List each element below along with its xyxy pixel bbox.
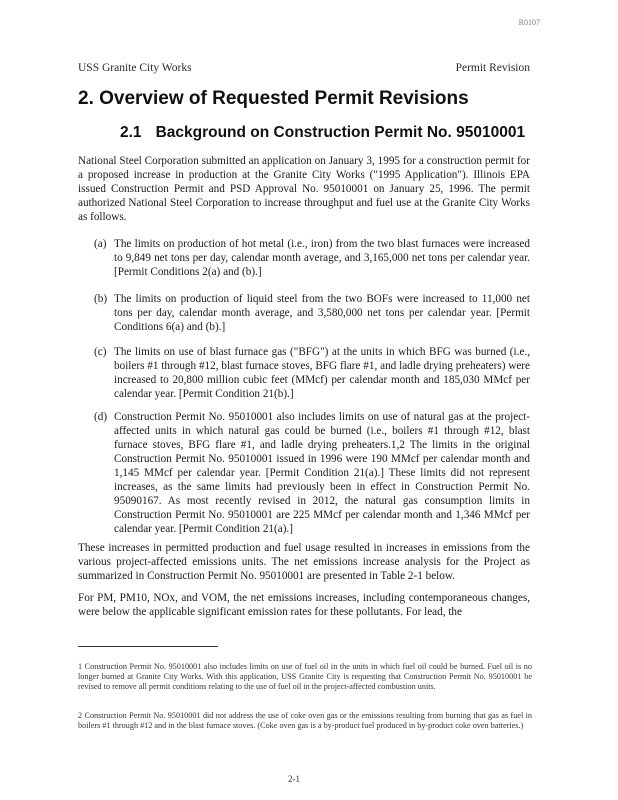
list-item — [94, 237, 530, 279]
list-item-text: Construction Permit No. 95010001 also includes limits on use of natural gas at the project-affected units in which natural gas could be burned (i.e., boilers #1 through #12, blast furnace stoves, BFG flare #1, and ladle drying preheaters.1,2 The limits in the original Construction Permit No. 95010001 issued in 1996 were 190 MMcf per calendar month and 1,145 MMcf per calendar year. [Permit Condition 21(a).] These limits did not represent increases, as the same limits had previously been in effect in Construction Permit No. 95090167. As most recently revised in 2012, the natural gas consumption limits in Construction Permit No. 95010001 are 225 MMcf per calendar month and 1,346 MMcf per calendar year. [Permit Condition 21(a).] — [114, 411, 530, 535]
subsection-title: Background on Construction Permit No. 95010001 — [155, 124, 526, 141]
subsection-heading — [120, 124, 525, 142]
document-stamp: R0107 — [518, 18, 540, 27]
running-header-right: Permit Revision — [455, 62, 530, 74]
running-header-left: USS Granite City Works — [78, 62, 192, 74]
list-item-text: The limits on production of liquid steel from the two BOFs were increased to 11,000 net tons per day, calendar month average, and 3,580,000 net tons per calendar year. [Permit Conditions 6(a) and (b).] — [114, 293, 530, 333]
subsection-number: 2.1 — [120, 124, 142, 141]
footnote-1: 1 Construction Permit No. 95010001 also includes limits on use of fuel oil in the units in which fuel oil could be burned. Fuel oil is no longer burned at Granite City Works. With this application, USS Granite City is requesting that Construction Permit No. 95010001 be revised to remove all permit conditions relating to the use of fuel oil in the project-affected combustion units. — [78, 662, 532, 692]
list-item-label: (d) — [94, 411, 108, 423]
page-number: 2-1 — [288, 774, 300, 784]
list-item-label: (c) — [94, 346, 107, 358]
list-item-label: (b) — [94, 293, 108, 305]
pollutants-paragraph: For PM, PM10, NOx, and VOM, the net emissions increases, including contemporaneous changes, were below the applicable significant emission rates for these pollutants. For lead, the — [78, 592, 530, 619]
footnote-2: 2 Construction Permit No. 95010001 did not address the use of coke oven gas or the emissions resulting from burning that gas as fuel in boilers #1 through #12 and in the blast furnace stoves. (Coke oven gas is a by-product fuel produced in by-product coke oven batteries.) — [78, 711, 532, 731]
list-item — [94, 345, 530, 401]
list-item-label: (a) — [94, 238, 107, 250]
list-item — [94, 410, 530, 536]
emissions-paragraph: These increases in permitted production and fuel usage resulted in increases in emissions from the various project-affected emissions units. The net emissions increase analysis for the Project as summarized in Construction Permit No. 95010001 are presented in Table 2-1 below. — [78, 542, 530, 583]
list-item — [94, 292, 530, 334]
list-item-text: The limits on production of hot metal (i.e., iron) from the two blast furnaces were increased to 9,849 net tons per day, calendar month average, and 3,165,000 net tons per calendar year. [Permit Conditions 2(a) and (b).] — [114, 238, 530, 278]
section-title: 2. Overview of Requested Permit Revisions — [78, 88, 469, 109]
intro-paragraph: National Steel Corporation submitted an application on January 3, 1995 for a construction permit for a proposed increase in production at the Granite City Works ("1995 Application"). Illinois EPA issued Construction Permit and PSD Approval No. 95010001 on January 25, 1996. The permit authorized National Steel Corporation to increase throughput and fuel use at the Granite City Works as follows. — [78, 155, 530, 224]
list-item-text: The limits on use of blast furnace gas ("BFG") at the units in which BFG was burned (i.e., boilers #1 through #12, blast furnace stoves, BFG flare #1, and ladle drying preheaters) were increased to 20,800 million cubic feet (MMcf) per calendar month and 185,030 MMcf per calendar year. [Permit Condition 21(b).] — [114, 346, 530, 400]
footnote-separator — [78, 646, 218, 647]
